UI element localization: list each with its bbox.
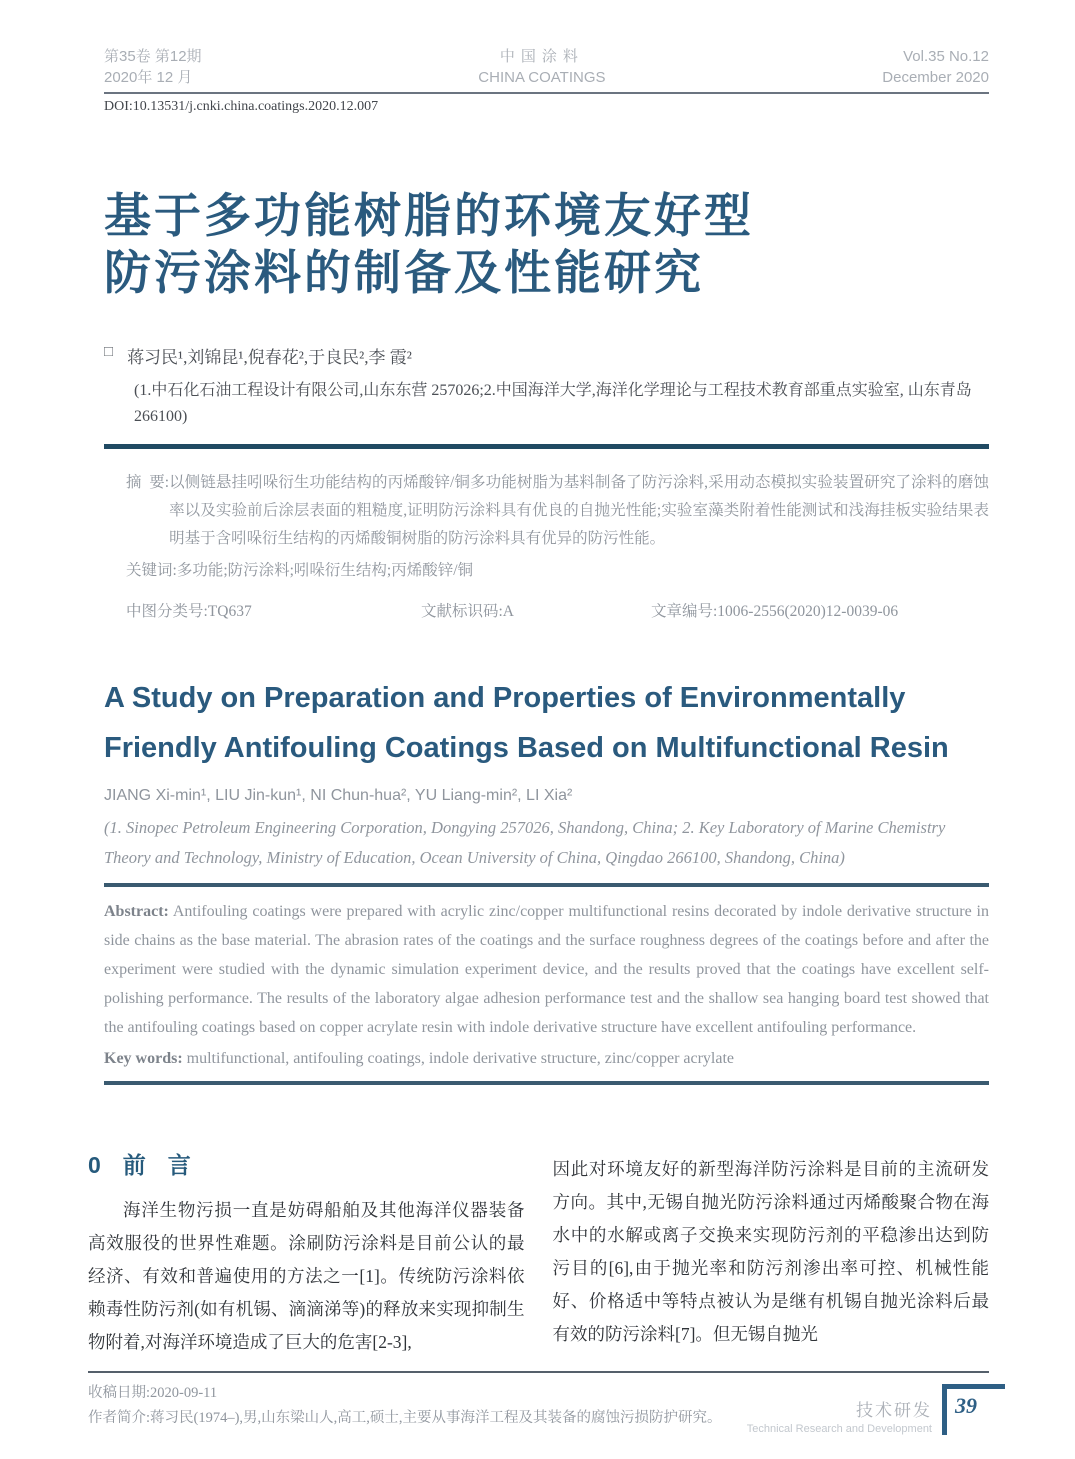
author-marker-square: □: [104, 344, 114, 360]
volume-issue-block: [104, 46, 202, 88]
article-title-zh: [104, 187, 989, 301]
volume-issue: 第35卷 第12期: [104, 48, 202, 65]
keywords-zh: [126, 557, 989, 585]
abstract-zh: [126, 469, 989, 553]
page-number-bracket: [942, 1384, 1005, 1435]
section-number: 0: [88, 1152, 101, 1178]
body-column-left: [88, 1147, 525, 1359]
abstract-block-divider: [104, 1081, 989, 1085]
abstract-en-label: Abstract:: [104, 903, 169, 920]
clc-number: 中图分类号:TQ637: [126, 603, 252, 620]
author-bio: 作者简介:蒋习民(1974–),男,山东梁山人,高工,硕士,主要从事海洋工程及其装备的腐蚀污损防护研究。: [88, 1410, 722, 1426]
abstract-en: [104, 897, 989, 1042]
section-title: 前言: [122, 1152, 213, 1178]
authors-zh-row: [104, 343, 989, 368]
footer-section-labels: [747, 1384, 932, 1435]
keywords-en: [104, 1044, 989, 1073]
section-heading: [88, 1147, 525, 1180]
journal-header: [104, 46, 989, 88]
keywords-en-text: multifunctional, antifouling coatings, indole derivative structure, zinc/copper acrylate: [186, 1050, 735, 1067]
issue-date-en: December 2020: [882, 69, 989, 86]
abstract-zh-label: 摘 要:: [126, 474, 170, 491]
authors-zh: 蒋习民¹,刘锦昆¹,倪春花²,于良民²,李 霞²: [127, 348, 412, 367]
journal-name-en: CHINA COATINGS: [478, 69, 606, 86]
article-id: 文章编号:1006-2556(2020)12-0039-06: [651, 603, 899, 620]
body-paragraph-right: 因此对环境友好的新型海洋防污涂料是目前的主流研发方向。其中,无锡自抛光防污涂料通过丙烯酸聚合物在海水中的水解或离子交换来实现防污剂的平稳渗出达到防污目的[6],由于抛光率和防污剂渗出率可控、机械性能好、价格适中等特点被认为是继有机锡自抛光涂料后最有效的防污涂料[7]。但无锡自抛光: [552, 1159, 989, 1344]
article-title-zh-line1: 基于多功能树脂的环境友好型: [104, 189, 754, 242]
footer-section-en: Technical Research and Development: [746, 1423, 932, 1435]
body-column-right: [553, 1147, 990, 1359]
header-divider: [104, 92, 989, 94]
authors-en: JIANG Xi-min¹, LIU Jin-kun¹, NI Chun-hua², YU Liang-min², LI Xia²: [104, 787, 573, 804]
english-block-divider: [104, 883, 989, 887]
issue-date-zh: 2020年 12 月: [104, 69, 193, 86]
journal-name-block: [478, 46, 605, 88]
body-paragraph-left: 海洋生物污损一直是妨碍船舶及其他海洋仪器装备高效服役的世界性难题。涂刷防污涂料是目前公认的最经济、有效和普遍使用的方法之一[1]。传统防污涂料依赖毒性防污剂(如有机锡、滴滴涕等)的释放来实现抑制生物附着,对海洋环境造成了巨大的危害[2-3],: [88, 1200, 525, 1352]
body-columns: [88, 1147, 989, 1359]
document-code: 文献标识码:A: [421, 603, 515, 620]
journal-name-zh: 中国涂料: [499, 48, 584, 65]
meta-row: [126, 599, 989, 621]
affiliation-zh: (1.中石化石油工程设计有限公司,山东东营 257026;2.中国海洋大学,海洋化学理论与工程技术教育部重点实验室, 山东青岛 266100): [134, 382, 972, 425]
keywords-zh-label: 关键词:: [126, 562, 177, 579]
affiliation-en: (1. Sinopec Petroleum Engineering Corporation, Dongying 257026, Shandong, China; 2. Key Laboratory of Marine Chemistry Theory and Technology, Ministry of Education, Ocean University of China, Qingdao 266100, Shandong, China): [104, 818, 946, 867]
page-footer: [747, 1384, 1005, 1435]
doi: DOI:10.13531/j.cnki.china.coatings.2020.12.007: [104, 99, 379, 114]
volume-issue-en: Vol.35 No.12: [903, 48, 989, 65]
keywords-en-label: Key words:: [104, 1050, 183, 1067]
abstract-zh-text: 以侧链悬挂吲哚衍生功能结构的丙烯酸锌/铜多功能树脂为基料制备了防污涂料,采用动态模拟实验装置研究了涂料的磨蚀率以及实验前后涂层表面的粗糙度,证明防污涂料具有优良的自抛光性能;实验室藻类附着性能测试和浅海挂板实验结果表明基于含吲哚衍生结构的丙烯酸铜树脂的防污涂料具有优异的防污性能。: [169, 474, 989, 547]
footer-section-zh: 技术研发: [856, 1401, 932, 1420]
abstract-zh-block: [126, 469, 989, 585]
keywords-zh-text: 多功能;防污涂料;吲哚衍生结构;丙烯酸锌/铜: [176, 562, 474, 579]
volume-issue-en-block: [882, 46, 989, 88]
article-title-zh-line2: 防污涂料的制备及性能研究: [104, 246, 704, 299]
received-date: 收稿日期:2020-09-11: [88, 1385, 218, 1401]
page-number: 39: [955, 1393, 977, 1418]
title-block-divider: [104, 444, 989, 449]
article-title-en: A Study on Preparation and Properties of Environmentally Friendly Antifouling Coatings Based on Multifunctional Resin: [104, 682, 949, 764]
abstract-en-text: Antifouling coatings were prepared with acrylic zinc/copper multifunctional resins decorated by indole derivative structure in side chains as the base material. The abrasion rates of the coatings and the surface roughness degrees of the coatings before and after the experiment were studied with the dynamic simulation experiment device, and the results proved that the coatings have excellent self-polishing performance. The results of the laboratory algae adhesion performance test and the shallow sea hanging board test showed that the antifouling coatings based on copper acrylate resin with indole derivative structure have excellent antifouling performance.: [104, 903, 989, 1036]
